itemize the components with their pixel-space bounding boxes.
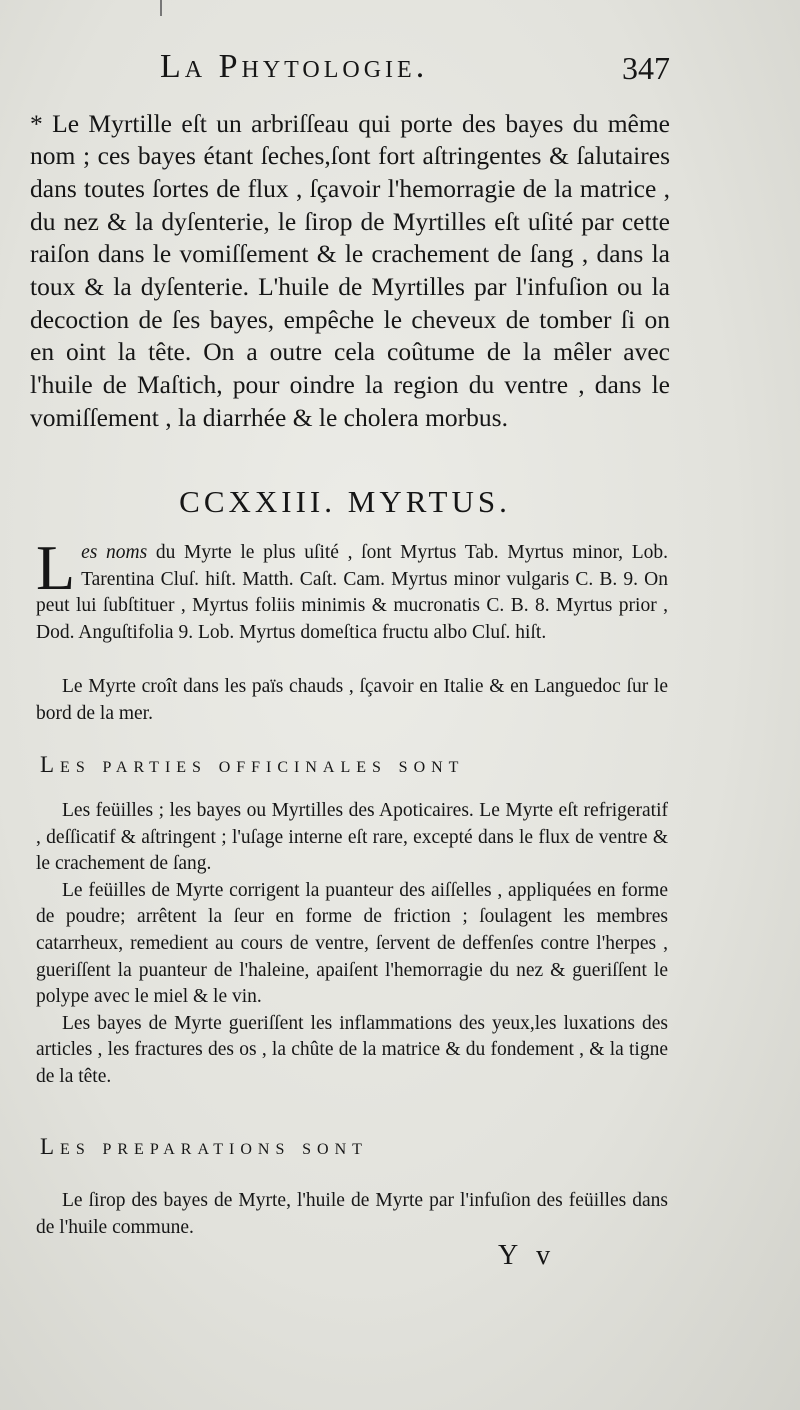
preparations-block xyxy=(36,1188,668,1241)
officinal-paragraph-2: Le feüilles de Myrte corrigent la puanteur des aiſſelles , appliquées en forme de poudre; arrêtent la ſeur en forme de friction ; ſoulagent les membres catarrheux, remedient au cours de ventre, ſervent de deffenſes contre l'herpes , gueriſſent la puanteur de l'haleine, apaiſent l'hemorragie du nez & gueriſſent le polype avec le miel & le vin. xyxy=(36,879,668,1008)
page-header xyxy=(160,48,670,88)
myrtille-note: * Le Myrtille eſt un arbriſſeau qui porte des bayes du même nom ; ces bayes étant ſeches,ſont fort aſtringentes & ſalutaires dans toutes ſortes de flux , ſçavoir l'hemorragie de la matrice , du nez & la dyſenterie, le ſirop de Myrtilles eſt uſité par cette raiſon dans le vomiſſement & le crachement de ſang , dans la toux & la dyſenterie. L'huile de Myrtilles par l'infuſion ou la decoction de ſes bayes, empêche le cheveux de tomber ſi on en oint la tête. On a outre cela coûtume de la mêler avec l'huile de Maſtich, pour oindre la region du ventre , dans le vomiſſement , la diarrhée & le cholera morbus. xyxy=(30,108,670,432)
officinal-heading: Les parties officinales sont xyxy=(40,752,465,777)
drop-cap: L xyxy=(36,532,76,603)
officinal-paragraph-3: Les bayes de Myrte gueriſſent les inflammations des yeux,les luxations des articles , les fractures des os , la chûte de la matrice & du fondement , & la tigne de la tête. xyxy=(36,1012,668,1087)
binding-mark xyxy=(160,0,162,16)
habitat-block xyxy=(36,674,668,727)
officinal-paragraph-1: Les feüilles ; les bayes ou Myrtilles des Apoticaires. Le Myrte eſt refrigeratif , deſſicatif & aſtringent ; l'uſage interne eſt rare, excepté dans le flux de ventre & le crachement de ſang. xyxy=(36,800,668,875)
names-paragraph xyxy=(36,532,668,646)
section-title: CCXXIII. MYRTUS. xyxy=(179,484,511,519)
names-lead: es noms xyxy=(81,542,148,563)
page-number: 347 xyxy=(622,50,670,86)
officinal-block xyxy=(36,798,668,1091)
habitat-paragraph: Le Myrte croît dans les païs chauds , ſçavoir en Italie & en Languedoc ſur le bord de la mer. xyxy=(36,676,668,724)
preparations-heading: Les preparations sont xyxy=(40,1134,368,1159)
running-title: La Phytologie. xyxy=(160,48,429,85)
preparations-paragraph: Le ſirop des bayes de Myrte, l'huile de Myrte par l'infuſion des feüilles dans de l'huile commune. xyxy=(36,1190,668,1238)
names-text: du Myrte le plus uſité , ſont Myrtus Tab. Myrtus minor, Lob. Tarentina Cluſ. hiſt. Matth. Caſt. Cam. Myrtus minor vulgaris C. B. 9. On peut lui ſubſtituer , Myrtus foliis minimis & mucronatis C. B. 8. Myrtus prior , Dod. Anguſtifolia 9. Lob. Myrtus domeſtica fructu albo Cluſ. hiſt. xyxy=(36,542,668,643)
catchword: Y v xyxy=(498,1240,557,1271)
